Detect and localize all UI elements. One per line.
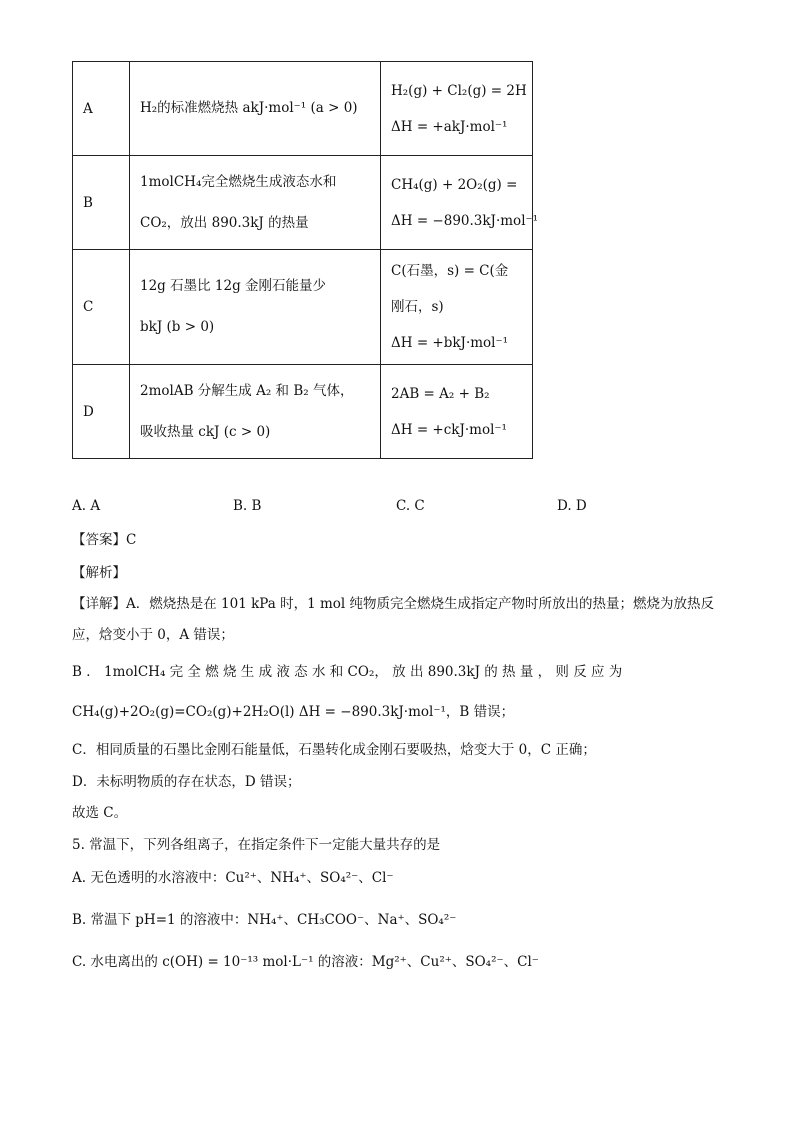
question-5-stem: 5. 常温下，下列各组离子，在指定条件下一定能大量共存的是: [72, 837, 441, 853]
detail-a-line2: 应，焓变小于 0，A 错误；: [72, 627, 234, 643]
table-row: [73, 62, 533, 156]
question-5-option-b: B. 常温下 pH=1 的溶液中：NH₄⁺、CH₃COO⁻、Na⁺、SO₄²⁻: [72, 912, 457, 928]
analysis-label: 【解析】: [72, 565, 126, 581]
detail-a-line1: 【详解】A．燃烧热是在 101 kPa 时，1 mol 纯物质完全燃烧生成指定产物时所放出的热量；燃烧为放热反: [72, 596, 715, 612]
row-label: D: [73, 365, 130, 459]
row-equation: C(石墨，s) = C(金 刚石，s) ΔH = +bkJ·mol⁻¹: [381, 250, 533, 365]
detail-b-line1: B ． 1molCH₄ 完 全 燃 烧 生 成 液 态 水 和 CO₂， 放 出 890.3kJ 的 热 量 ， 则 反 应 为: [72, 664, 623, 680]
table-row: [73, 156, 533, 250]
row-label: B: [73, 156, 130, 250]
row-label: A: [73, 62, 130, 156]
answer-line: [72, 528, 136, 548]
row-description: 12g 石墨比 12g 金刚石能量少 bkJ (b > 0): [130, 250, 381, 365]
answer-value: C: [126, 532, 137, 548]
row-equation: 2AB = A₂ + B₂ ΔH = +ckJ·mol⁻¹: [381, 365, 533, 459]
question-table: [72, 61, 539, 459]
question-5-option-a: A. 无色透明的水溶液中：Cu²⁺、NH₄⁺、SO₄²⁻、Cl⁻: [72, 870, 394, 886]
answer-label: 【答案】: [72, 532, 126, 548]
detail-b-line2: CH₄(g)+2O₂(g)=CO₂(g)+2H₂O(l) ΔH = −890.3kJ·mol⁻¹，B 错误；: [72, 704, 515, 720]
table-row: [73, 365, 533, 459]
row-label: C: [73, 250, 130, 365]
detail-d-line: D．未标明物质的存在状态，D 错误；: [72, 774, 301, 790]
row-description: H₂的标准燃烧热 akJ·mol⁻¹ (a > 0): [130, 62, 381, 156]
detail-c-line: C．相同质量的石墨比金刚石能量低，石墨转化成金刚石要吸热，焓变大于 0，C 正确；: [72, 742, 596, 758]
option-a: A. A: [72, 498, 101, 514]
option-b: B. B: [233, 498, 262, 514]
row-equation: H₂(g) + Cl₂(g) = 2H ΔH = +akJ·mol⁻¹: [381, 62, 533, 156]
question-5-option-c: C. 水电离出的 c(OH) = 10⁻¹³ mol·L⁻¹ 的溶液：Mg²⁺、Cu²⁺、SO₄²⁻、Cl⁻: [72, 954, 539, 970]
option-d: D. D: [557, 498, 587, 514]
row-description: 1molCH₄完全燃烧生成液态水和 CO₂，放出 890.3kJ 的热量: [130, 156, 381, 250]
row-equation: CH₄(g) + 2O₂(g) = ΔH = −890.3kJ·mol⁻¹: [381, 156, 533, 250]
table-row: [73, 250, 533, 365]
option-c: C. C: [396, 498, 425, 514]
row-description: 2molAB 分解生成 A₂ 和 B₂ 气体， 吸收热量 ckJ (c > 0): [130, 365, 381, 459]
conclusion-line: 故选 C。: [72, 805, 128, 821]
detail-label: 【详解】: [72, 596, 126, 612]
